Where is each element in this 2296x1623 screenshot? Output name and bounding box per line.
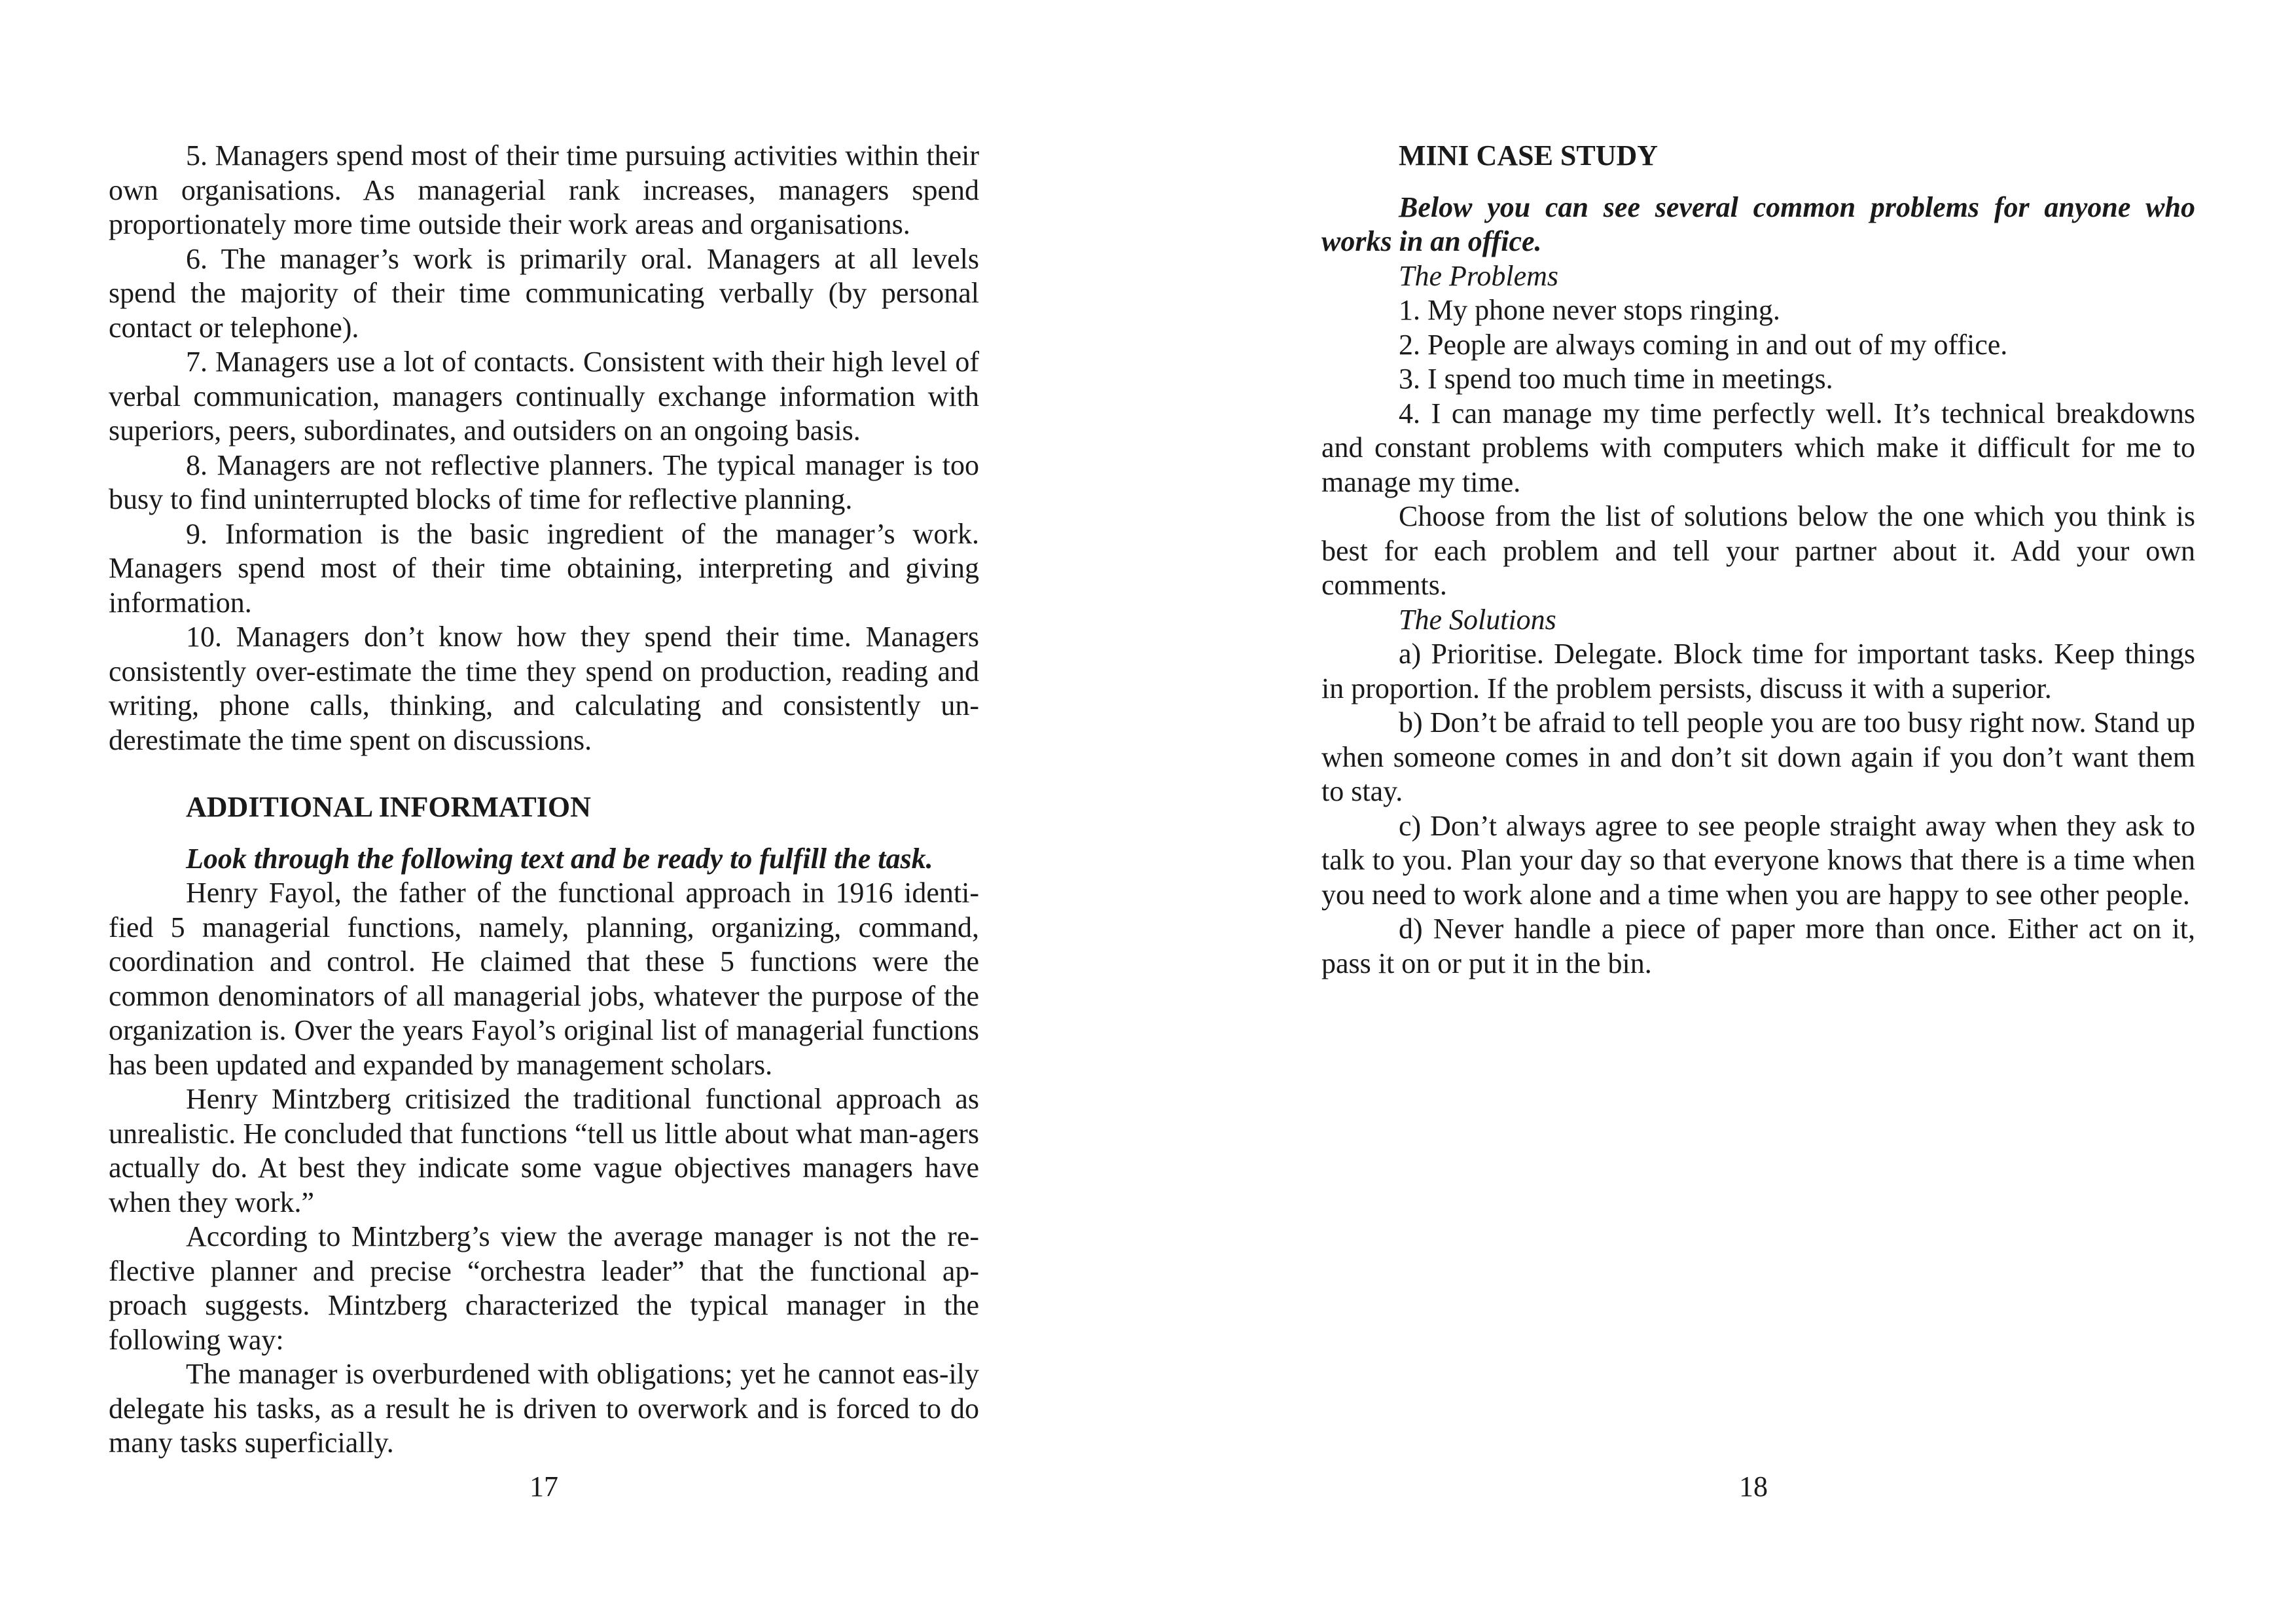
section-heading-mini-case-study: MINI CASE STUDY [1399, 139, 1659, 172]
problem-item: 4. I can manage my time perfectly well. It’s technical breakdowns and constant problems with computers which make it difficult for me to manage my time. [1321, 397, 2195, 498]
solution-item: d) Never handle a piece of paper more than once. Either act on it, pass it on or put it in the bin. [1321, 913, 2195, 979]
paragraph-point-5: 5. Managers spend most of their time pursuing activities within their own organisations. As managerial rank increases, managers spend proportionately more time outside their work areas and organisations. [109, 139, 979, 240]
left-page-text-column [109, 139, 979, 1461]
paragraph-fayol: Henry Fayol, the father of the functional approach in 1916 identi-fied 5 managerial functions, namely, planning, organizing, command, coordination and control. He claimed that these 5 functions were the common denominators of all managerial jobs, whatever the purpose of the organization is. Over the years Fayol’s original list of managerial functions has been updated and expanded by management scholars. [109, 877, 979, 1081]
right-page-text-column [1321, 139, 2195, 981]
paragraph-mintzberg-critique: Henry Mintzberg critisized the traditional functional approach as unrealistic. He concluded that functions “tell us little about what man-agers actually do. At best they indicate some vague objectives managers have when they work.” [109, 1083, 979, 1218]
solution-item: b) Don’t be afraid to tell people you are too busy right now. Stand up when someone comes in and don’t sit down again if you don’t want them to stay. [1321, 706, 2195, 807]
problem-item: 3. I spend too much time in meetings. [1399, 363, 1833, 395]
paragraph-point-7: 7. Managers use a lot of contacts. Consistent with their high level of verbal communication, managers continually exchange information with superiors, peers, subordinates, and outsiders on an ongoing basis. [109, 346, 979, 447]
spacer [1321, 173, 2195, 191]
solution-item: c) Don’t always agree to see people straight away when they ask to talk to you. Plan your day so that everyone knows that there is a time when you need to work alone and a time when you are happy to see other people. [1321, 809, 2195, 911]
paragraph-point-10: 10. Managers don’t know how they spend their time. Managers consistently over-estimate the time they spend on production, reading and writing, phone calls, thinking, and calculating and consistently un-derestimate the time spent on discussions. [109, 621, 979, 756]
paragraph-mintzberg-view: According to Mintzberg’s view the average manager is not the re-flective planner and precise “orchestra leader” that the functional ap-proach suggests. Mintzberg characterized the typical manager in the following way: [109, 1220, 979, 1356]
paragraph-overburdened-manager: The manager is overburdened with obligations; yet he cannot eas-ily delegate his tasks, as a result he is driven to overwork and is forced to do many tasks superficially. [109, 1358, 979, 1459]
problems-heading: The Problems [1399, 259, 1559, 292]
page-number: 18 [1739, 1470, 1768, 1503]
right-page [1148, 0, 2296, 1623]
task-instruction: Look through the following text and be ready to fulfill the task. [186, 842, 933, 875]
spacer [109, 757, 979, 790]
paragraph-point-9: 9. Information is the basic ingredient of the manager’s work. Managers spend most of their time obtaining, interpreting and giving information. [109, 517, 979, 619]
solution-item: a) Prioritise. Delegate. Block time for important tasks. Keep things in proportion. If the problem persists, discuss it with a superior. [1321, 638, 2195, 704]
problem-item: 1. My phone never stops ringing. [1399, 294, 1780, 326]
task-instruction: Choose from the list of solutions below the one which you think is best for each problem and tell your partner about it. Add your own comments. [1321, 500, 2195, 601]
solutions-heading: The Solutions [1399, 603, 1556, 636]
page-number: 17 [529, 1470, 558, 1503]
problem-item: 2. People are always coming in and out of my office. [1399, 328, 2008, 361]
paragraph-point-8: 8. Managers are not reflective planners. The typical manager is too busy to find uninterrupted blocks of time for reflective planning. [109, 448, 979, 515]
paragraph-point-6: 6. The manager’s work is primarily oral. Managers at all levels spend the majority of their time communicating verbally (by personal contact or telephone). [109, 242, 979, 344]
spacer [109, 825, 979, 842]
case-study-intro: Below you can see several common problems for anyone who works in an office. [1321, 191, 2195, 257]
section-heading-additional-information: ADDITIONAL INFORMATION [186, 791, 591, 823]
